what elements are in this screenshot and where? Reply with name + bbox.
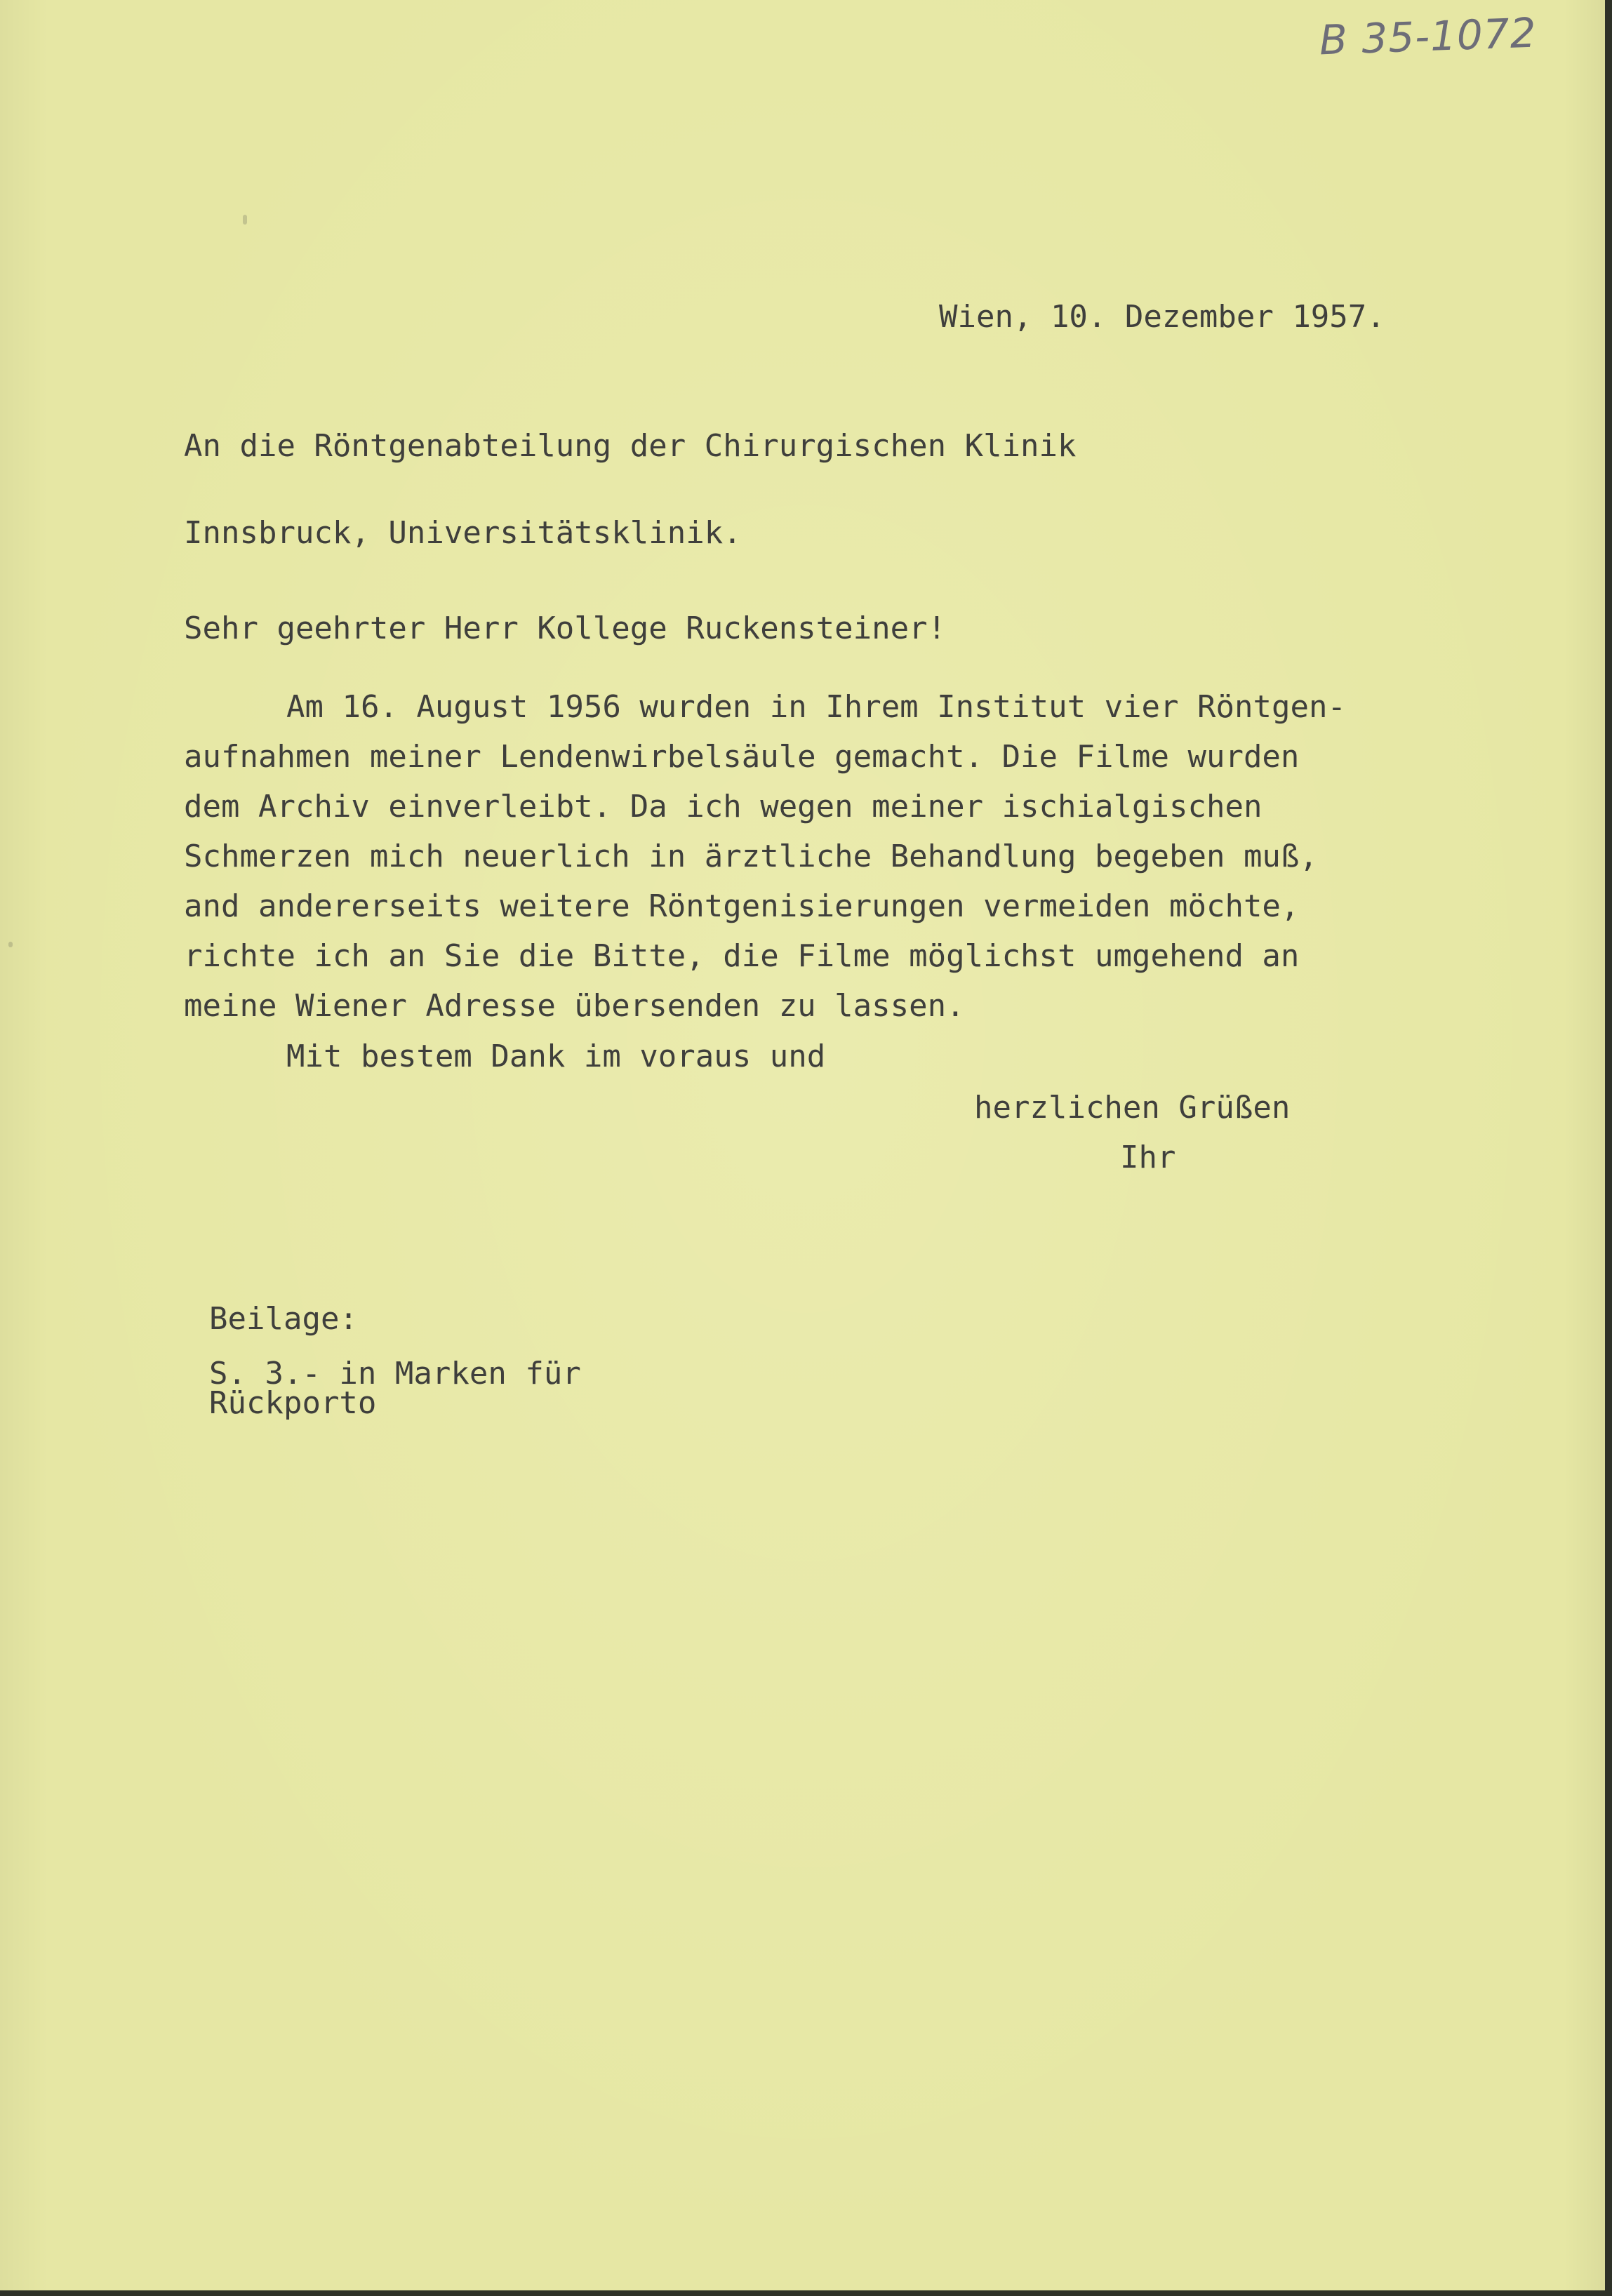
body-line: meine Wiener Adresse übersenden zu lassen. <box>184 988 965 1024</box>
paper-speck <box>243 215 247 225</box>
archive-reference-handwritten: B 35-1072 <box>1318 8 1538 65</box>
enclosure-line: Rückporto <box>209 1385 377 1421</box>
scan-edge-right <box>1605 0 1612 2296</box>
body-line: Schmerzen mich neuerlich in ärztliche Behandlung begeben muß, <box>184 839 1318 874</box>
scan-edge-bottom <box>0 2290 1612 2296</box>
recipient-line: An die Röntgenabteilung der Chirurgischen Klinik <box>184 428 1077 464</box>
body-line: richte ich an Sie die Bitte, die Filme möglichst umgehend an <box>184 938 1300 974</box>
body-line: and andererseits weitere Röntgenisierungen vermeiden möchte, <box>184 888 1300 924</box>
enclosure-label: Beilage: <box>209 1301 358 1337</box>
letter-date: Wien, 10. Dezember 1957. <box>939 299 1385 335</box>
body-line: dem Archiv einverleibt. Da ich wegen meiner ischialgischen <box>184 789 1263 825</box>
closing-line: Mit bestem Dank im voraus und <box>286 1039 826 1074</box>
body-line: Am 16. August 1956 wurden in Ihrem Institut vier Röntgen- <box>286 689 1346 725</box>
closing-line: herzlichen Grüßen <box>974 1090 1291 1126</box>
salutation: Sehr geehrter Herr Kollege Ruckensteiner! <box>184 610 947 646</box>
enclosure-line: S. 3.- in Marken für <box>209 1356 581 1391</box>
closing-signature-line: Ihr <box>1120 1140 1176 1175</box>
recipient-line: Innsbruck, Universitätsklinik. <box>184 515 742 551</box>
body-line: aufnahmen meiner Lendenwirbelsäule gemacht. Die Filme wurden <box>184 739 1300 775</box>
paper-speck <box>8 942 13 947</box>
